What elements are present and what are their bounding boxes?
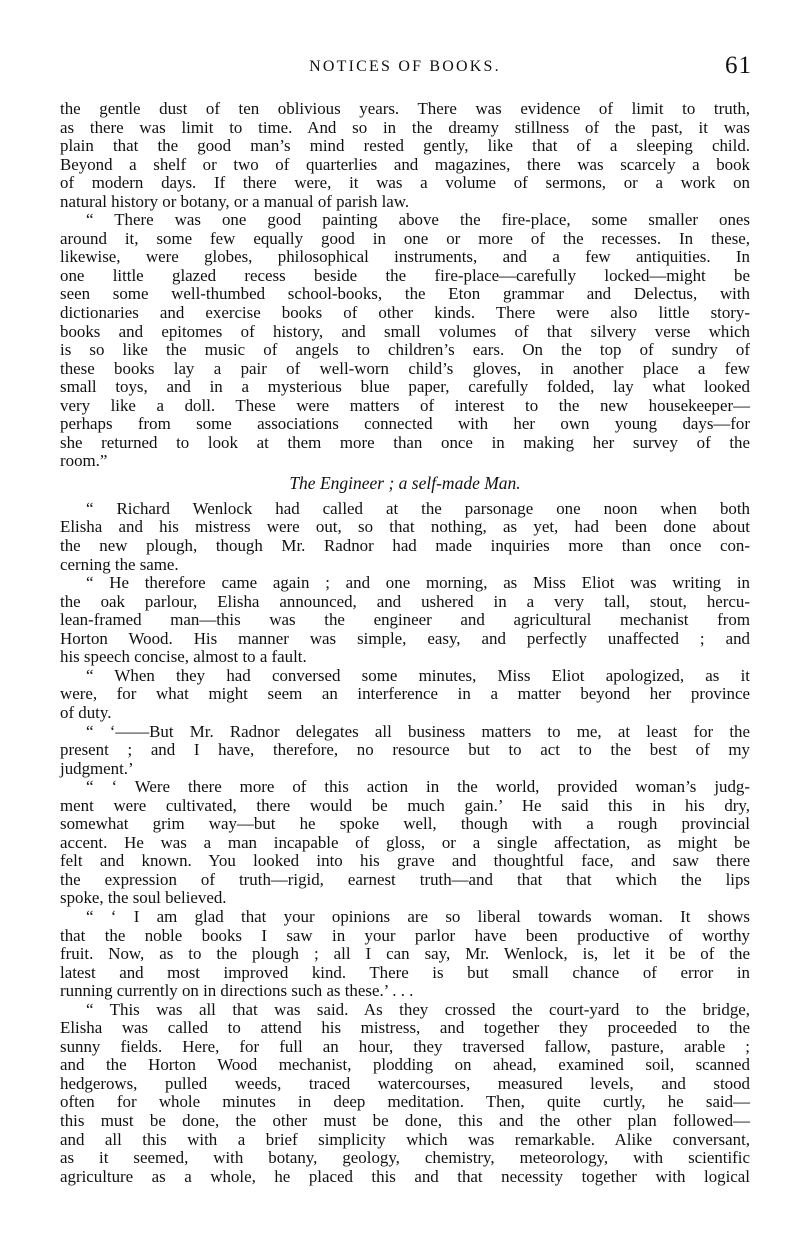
text-line: his speech concise, almost to a fault.	[60, 647, 307, 667]
text-line: spoke, the soul believed.	[60, 888, 227, 908]
text-line: often for whole minutes in deep meditation. Then, quite curtly, he said—	[60, 1092, 750, 1112]
running-title: NOTICES OF BOOKS.	[309, 58, 501, 75]
text-line: Elisha was called to attend his mistress, and together they proceeded to the	[60, 1018, 750, 1038]
text-line: perhaps from some associations connected with her own young days—for	[60, 414, 750, 434]
text-line: room.”	[60, 451, 108, 471]
text-line: “ He therefore came again ; and one morning, as Miss Eliot was writing in	[86, 573, 750, 593]
text-line: hedgerows, pulled weeds, traced watercourses, measured levels, and stood	[60, 1073, 750, 1093]
text-line: somewhat grim way—but he spoke well, though with a rough provincial	[60, 814, 750, 834]
text-line: Elisha and his mistress were out, so that nothing, as yet, had been done about	[60, 517, 750, 537]
book-page	[60, 52, 750, 1186]
text-line: very like a doll. These were matters of interest to the new housekeeper—	[60, 395, 750, 415]
text-line: dictionaries and exercise books of other kinds. There were also little story-	[60, 303, 750, 323]
text-line: and all this with a brief simplicity which was remarkable. Alike conversant,	[60, 1129, 750, 1149]
text-line: is so like the music of angels to children’s ears. On the top of sundry of	[60, 340, 750, 360]
text-line: as there was limit to time. And so in the dreamy stillness of the past, it was	[60, 117, 750, 137]
text-line: latest and most improved kind. There is but small chance of error in	[60, 962, 750, 982]
text-line: lean-framed man—this was the engineer and agricultural mechanist from	[60, 610, 750, 630]
running-header	[60, 52, 750, 86]
text-line: “ Richard Wenlock had called at the parsonage one noon when both	[86, 498, 750, 518]
text-line: agriculture as a whole, he placed this and that necessity together with logical	[60, 1166, 750, 1186]
text-line: sunny fields. Here, for full an hour, they traversed fallow, pasture, arable ;	[60, 1036, 750, 1056]
text-line: around it, some few equally good in one or more of the recesses. In these,	[60, 228, 750, 248]
text-line: of modern days. If there were, it was a volume of sermons, or a work on	[60, 173, 750, 193]
text-line: the gentle dust of ten oblivious years. There was evidence of limit to truth,	[60, 99, 750, 118]
text-line: present ; and I have, therefore, no resource but to act to the best of my	[60, 740, 750, 760]
text-line: natural history or botany, or a manual of parish law.	[60, 191, 410, 211]
text-line: as it seemed, with botany, geology, chemistry, meteorology, with scientific	[60, 1148, 750, 1168]
text-line: she returned to look at them more than once in making her survey of the	[60, 432, 750, 452]
text-line: “ When they had conversed some minutes, Miss Eliot apologized, as it	[86, 665, 750, 685]
text-line: the oak parlour, Elisha announced, and ushered in a very tall, stout, hercu-	[60, 591, 750, 611]
page-number: 61	[725, 52, 752, 79]
text-line: and the Horton Wood mechanist, plodding on ahead, examined soil, scanned	[60, 1055, 750, 1075]
text-line: Horton Wood. His manner was simple, easy, and perfectly unaffected ; and	[60, 628, 750, 648]
text-line: “ There was one good painting above the fire-place, some smaller ones	[86, 210, 750, 230]
text-line: seen some well-thumbed school-books, the Eton grammar and Delectus, with	[60, 284, 750, 304]
text-line: fruit. Now, as to the plough ; all I can say, Mr. Wenlock, is, let it be of the	[60, 944, 750, 964]
text-line: the new plough, though Mr. Radnor had made inquiries more than once con-	[60, 536, 750, 556]
text-line: small toys, and in a mysterious blue paper, carefully folded, lay what looked	[60, 377, 750, 397]
text-line: accent. He was a man incapable of gloss, or a single affectation, as might be	[60, 832, 750, 852]
text-line: this must be done, the other must be done, this and the other plan followed—	[60, 1110, 750, 1130]
text-line: the expression of truth—rigid, earnest truth—and that that which the lips	[60, 869, 750, 889]
text-line: Beyond a shelf or two of quarterlies and magazines, there was scarcely a book	[60, 154, 750, 174]
text-line: that the noble books I saw in your parlor have been productive of worthy	[60, 925, 750, 945]
text-line: cerning the same.	[60, 554, 179, 574]
text-line: felt and known. You looked into his grave and thoughtful face, and saw there	[60, 851, 750, 871]
text-line: “ ‘ Were there more of this action in the world, provided woman’s judg-	[86, 777, 750, 797]
text-line: “ ‘ I am glad that your opinions are so liberal towards woman. It shows	[86, 906, 750, 926]
text-line: of duty.	[60, 702, 112, 722]
text-line: books and epitomes of history, and small volumes of that silvery verse which	[60, 321, 750, 341]
text-line: ment were cultivated, there would be much gain.’ He said this in his dry,	[60, 795, 750, 815]
text-line: running currently on in directions such as these.’ . . .	[60, 981, 414, 1001]
text-line: judgment.’	[60, 758, 134, 778]
text-line: were, for what might seem an interference in a matter beyond her province	[60, 684, 750, 704]
text-line: plain that the good man’s mind rested gently, like that of a sleeping child.	[60, 136, 750, 156]
text-line: these books lay a pair of well-worn child’s gloves, in another place a few	[60, 358, 750, 378]
section-heading: The Engineer ; a self-made Man.	[289, 472, 521, 493]
body-text	[60, 100, 750, 1186]
text-line: likewise, were globes, philosophical instruments, and a few antiquities. In	[60, 247, 750, 267]
text-line: one little glazed recess beside the fire-place—carefully locked—might be	[60, 265, 750, 285]
text-line: “ ‘——But Mr. Radnor delegates all business matters to me, at least for the	[86, 721, 750, 741]
text-line: “ This was all that was said. As they crossed the court-yard to the bridge,	[86, 999, 750, 1019]
